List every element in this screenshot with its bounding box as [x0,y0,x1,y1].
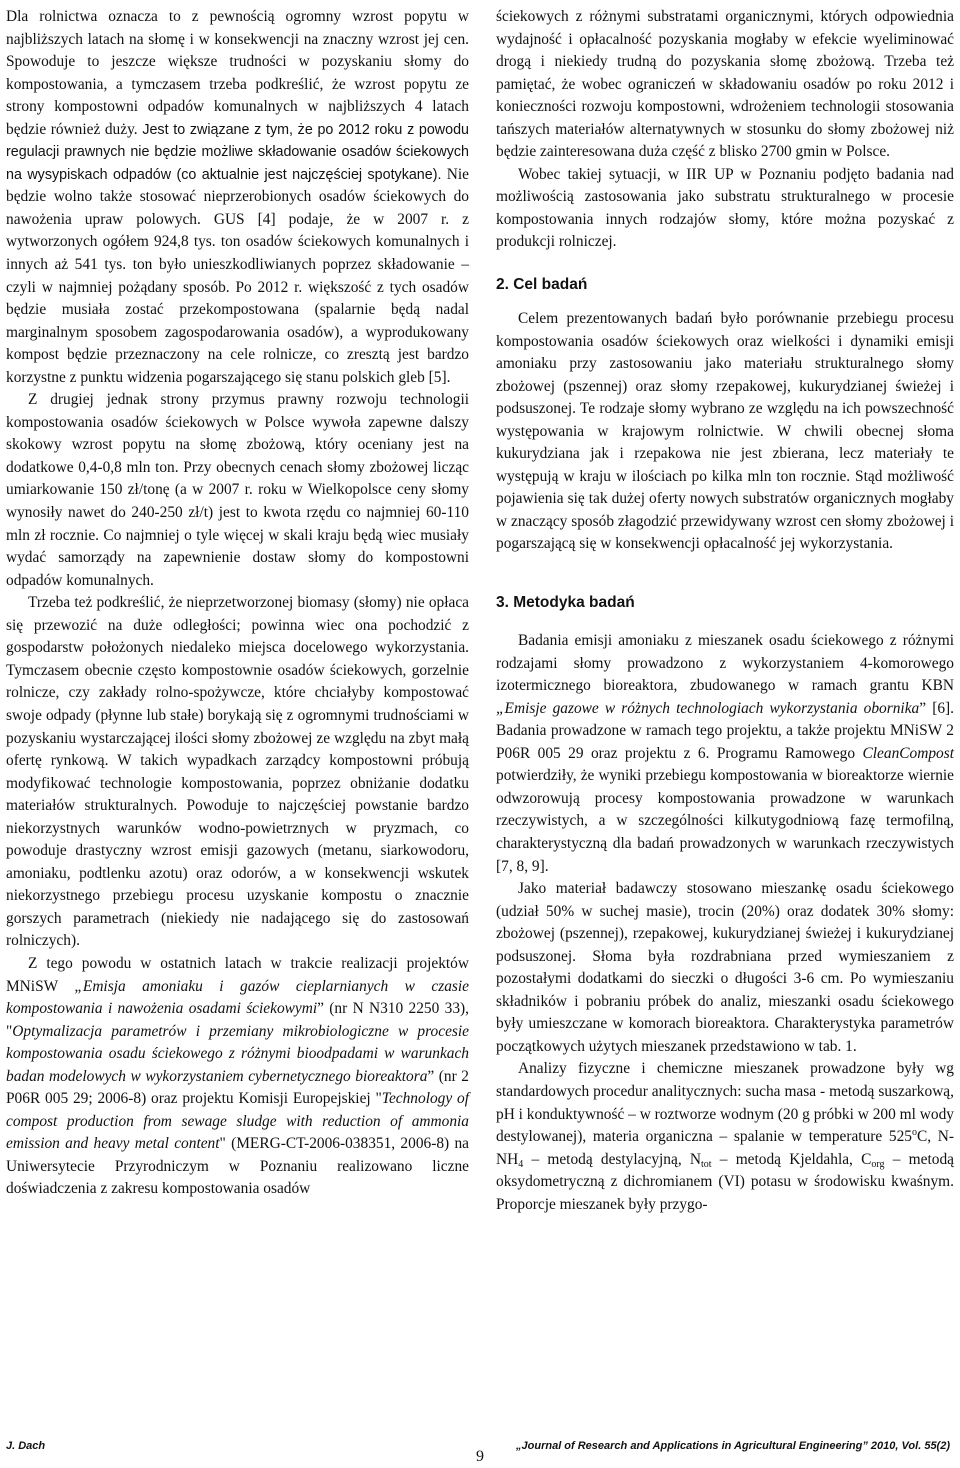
page-number: 9 [476,1448,484,1465]
text-run: ” (nr N N310 2250 33), " [6,1000,469,1040]
text-run: Analizy fizyczne i chemiczne mieszanek prowadzone były wg standardowych procedur analitycznych: sucha masa - metodą suszarkową, pH i konduktywność – w roztworze wodnym (20 g próbki w 200 ml wody destylowanej), materia organiczna – spalanie w temperature 525 [496,1060,954,1146]
section-heading: 2. Cel badań [496,276,588,294]
paragraph: Trzeba też podkreślić, że nieprzetworzonej biomasy (słomy) nie opłaca się przewozić na duże odległości; powinna wiec ona pochodzić z gospodarstw położonych niedaleko miejsca docelowego wykorzystania. Tymczasem obecnie często kompostownie osadów ściekowych, gorzelnie rolnicze, czy zakłady rolno-spożywcze, które chciałyby kompostować swoje odpady (płynne lub stałe) borykają się z ogromnymi trudnościami w pozyskaniu wystarczającej ilości słomy zbożowej ze względu na zbyt małą ofertę rynkową. W takich wypadkach zarządcy kompostowni próbują modyfikować technologie kompostowania, poprzez obniżanie dodatku materiałów strukturalnych. Powoduje to najczęściej powstanie bardzo niekorzystnych warunków wodno-powietrznych w pryzmach, co powoduje drastyczny wzrost emisji gazowych (metanu, siarkowodoru, amoniaku, podtlenku azotu) oraz odorów, a w konsekwencji wskutek niekorzystnego przebiegu procesu uzyskanie kompostu o znacznie gorszych parametrach (niekiedy nie nadającego się do zastosowań rolniczych). [6,594,469,950]
subscript: tot [701,1158,712,1170]
project-title-italic: Technology of compost production from sewage sludge with reduction of ammonia emission and heavy metal content [6,1090,469,1153]
paragraph: Wobec takiej sytuacji, w IIR UP w Poznaniu podjęto badania nad możliwością zastosowania jako substratu strukturalnego w procesie kompostowania innych rodzajów słomy, które można pozyskać z produkcji rolniczej. [496,165,954,251]
text-run: Nie będzie wolno także stosować nieprzerobionych osadów ściekowych do nawożenia upraw polowych. GUS [4] podaje, że w 2007 r. z wytworzonych ogółem 924,8 tys. ton osadów ściekowych komunalnych i innych aż 541 tys. ton było unieszkodliwianych poprzez składowanie – czyli w najmniej pożądany sposób. Po 2012 r. większość z tych osadów będzie musiała zostać przekompostowana (spalarnie będą nadal marginalnym sposobem zagospodarowania osadów), a wyprodukowany kompost będzie przeznaczony na cele rolnicze, co zresztą jest bardzo korzystne z punktu widzenia pogarszającego się stanu polskich gleb [5]. [6,165,469,386]
paragraph [6,6,469,389]
paragraph: Z drugiej jednak strony przymus prawny rozwoju technologii kompostowania osadów ściekowych w Polsce wywoła zapewne dalszy skokowy wzrost popytu na słomę zbożową, który oceniany jest na dodatkowe 0,4-0,8 mln ton. Przy obecnych cenach słomy zbożowej licząc umiarkowanie 150 zł/tonę (a w 2007 r. roku w Wielkopolsce ceny słomy wynosiły nawet do 240-250 zł/t) jest to kwota rzędu co najmniej 60-110 mln zł rocznie. Co najmniej o tyle więcej w skali kraju będą wiec musiały wydać samorządy na zapewnienie dostaw słomy do kompostowni odpadów komunalnych. [6,391,469,589]
paragraph [496,1058,954,1216]
text-run: Z tego powodu w ostatnich latach w trakcie realizacji projektów MNiSW [6,954,469,995]
section-heading: 3. Metodyka badań [496,594,635,612]
project-title-italic: „Emisja amoniaku i gazów cieplarnianych w czasie kompostowania i nawożenia osadami ściekowymi [6,977,470,1018]
subscript: 4 [518,1158,524,1170]
project-title-italic: Optymalizacja parametrów i przemiany mikrobiologiczne w procesie kompostowania osadu ściekowego z różnymi bioodpadami w warunkach badan modelowych w wykorzystaniem cybernetycznego bioreaktora [6,1022,469,1085]
text-run: potwierdziły, że wyniki przebiegu kompostowania w bioreaktorze wiernie odwzorowują procesy kompostowania prowadzone w warunkach rzeczywistych, a w szczególności kilkutygodniową fazę termofilną, charakterystyczną dla badań prowadzonych w warunkach rzeczywistych [7, 8, 9]. [496,767,954,875]
left-column [6,6,469,1201]
paragraph [6,953,469,1201]
footer-author: J. Dach [6,1440,46,1452]
text-run: C, N-NH [496,1128,954,1168]
text-run: ” (nr 2 P06R 005 29; 2006-8) oraz projektu Komisji Europejskiej " [6,1067,470,1108]
footer-journal: „Journal of Research and Applications in Agricultural Engineering” 2010, Vol. 55(2) [516,1440,950,1452]
paragraph: Jako materiał badawczy stosowano mieszankę osadu ściekowego (udział 50% w suchej masie), trocin (20%) oraz dodatek 30% słomy: zbożowej (pszennej), rzepakowej, kukurydzianej świeżej i kukurydzianej podsuszonej. Słoma była rozdrabniana przed wymieszaniem z pozostałymi dodatkami do sieczki o długości 3-6 cm. Po wymieszaniu składników i pobraniu próbek do analiz, mieszanki osadu ściekowego były umieszczane w komorach bioreaktora. Charakterystyka parametrów początkowych użytych mieszanek przedstawiono w tab. 1. [496,880,954,1055]
text-run: Badania emisji amoniaku z mieszanek osadu ściekowego z różnymi rodzajami słomy prowadzono z wykorzystaniem 4-komorowego izotermicznego bioreaktora, zbudowanego w ramach grantu KBN [496,632,954,695]
text-run: ” [6]. Badania prowadzone w ramach tego projektu, a także projektu MNiSW 2 P06R 005 29 oraz projektu z 6. Programu Ramowego [496,699,954,762]
text-run: – metodą oksydometryczną z dichromianem (VI) potasu w środowisku kwaśnym. Proporcje mieszanek były przygo- [496,1150,954,1213]
paragraph [496,630,954,878]
project-title-italic: „Emisje gazowe w różnych technologiach wykorzystania obornika [496,699,920,717]
project-name-italic: CleanCompost [862,744,954,762]
paragraph: Celem prezentowanych badań było porównanie przebiegu procesu kompostowania osadów ściekowych oraz wielkości i dynamiki emisji amoniaku przy zastosowaniu jako materiału strukturalnego słomy zbożowej (pszennej) oraz słomy rzepakowej, kukurydzianej świeżej i podsuszonej. Te rodzaje słomy wybrano ze względu na ich powszechność występowania w krajowym rolnictwie. W chwili obecnej słoma kukurydziana jak i rzepakowa nie jest zbierana, lecz materiały te występują w kraju w ilościach po kilka mln ton rocznie. Stąd możliwość pojawienia się tak dużej oferty nowych substratów organicznych mogłaby w znaczący sposób złagodzić przewidywany wzrost cen słomy zbożowej i pogarszającą się w konsekwencji opłacalność jej wykorzystania. [496,310,954,553]
text-run: Dla rolnictwa oznacza to z pewnością ogromny wzrost popytu w najbliższych latach na słomę i w konsekwencji na znaczny wzrost jej cen. Spowoduje to jeszcze większe trudności w pozyskaniu słomy do kompostowania, a tymczasem trzeba podkreślić, że wzrost popytu ze strony kompostowni odpadów komunalnych w najbliższych 4 latach będzie również duży. [6,8,469,138]
right-column [496,6,954,1216]
degree-sign: o [911,1126,917,1138]
subscript: org [871,1158,885,1170]
text-run: Jest to związane z tym, że po 2012 roku z powodu regulacji prawnych nie będzie możliwe składowanie osadów ściekowych na wysypiskach odpadów (co aktualnie jest najczęściej spotykane). [6,121,469,183]
text-run: " (MERG-CT-2006-038351, 2006-8) na Uniwersytecie Przyrodniczym w Poznaniu realizowano liczne doświadczenia z zakresu kompostowania osadów [6,1135,469,1198]
paragraph: ściekowych z różnymi substratami organicznymi, których odpowiednia wydajność i opłacalność pozyskania mogłaby w efekcie wyeliminować drogą i niekiedy trudną do pozyskania słomę zbożową. Trzeba też pamiętać, że wobec ograniczeń w składowaniu osadów po roku 2012 i konieczności rozwoju kompostowni, wdrożeniem technologii stosowania tańszych materiałów alternatywnych w stosunku do słomy zbożowej niż będzie zainteresowana duża część z blisko 2700 gmin w Polsce. [496,8,954,161]
text-run: – metodą destylacyjną, N [523,1150,701,1168]
text-run: – metodą Kjeldahla, C [711,1150,872,1168]
